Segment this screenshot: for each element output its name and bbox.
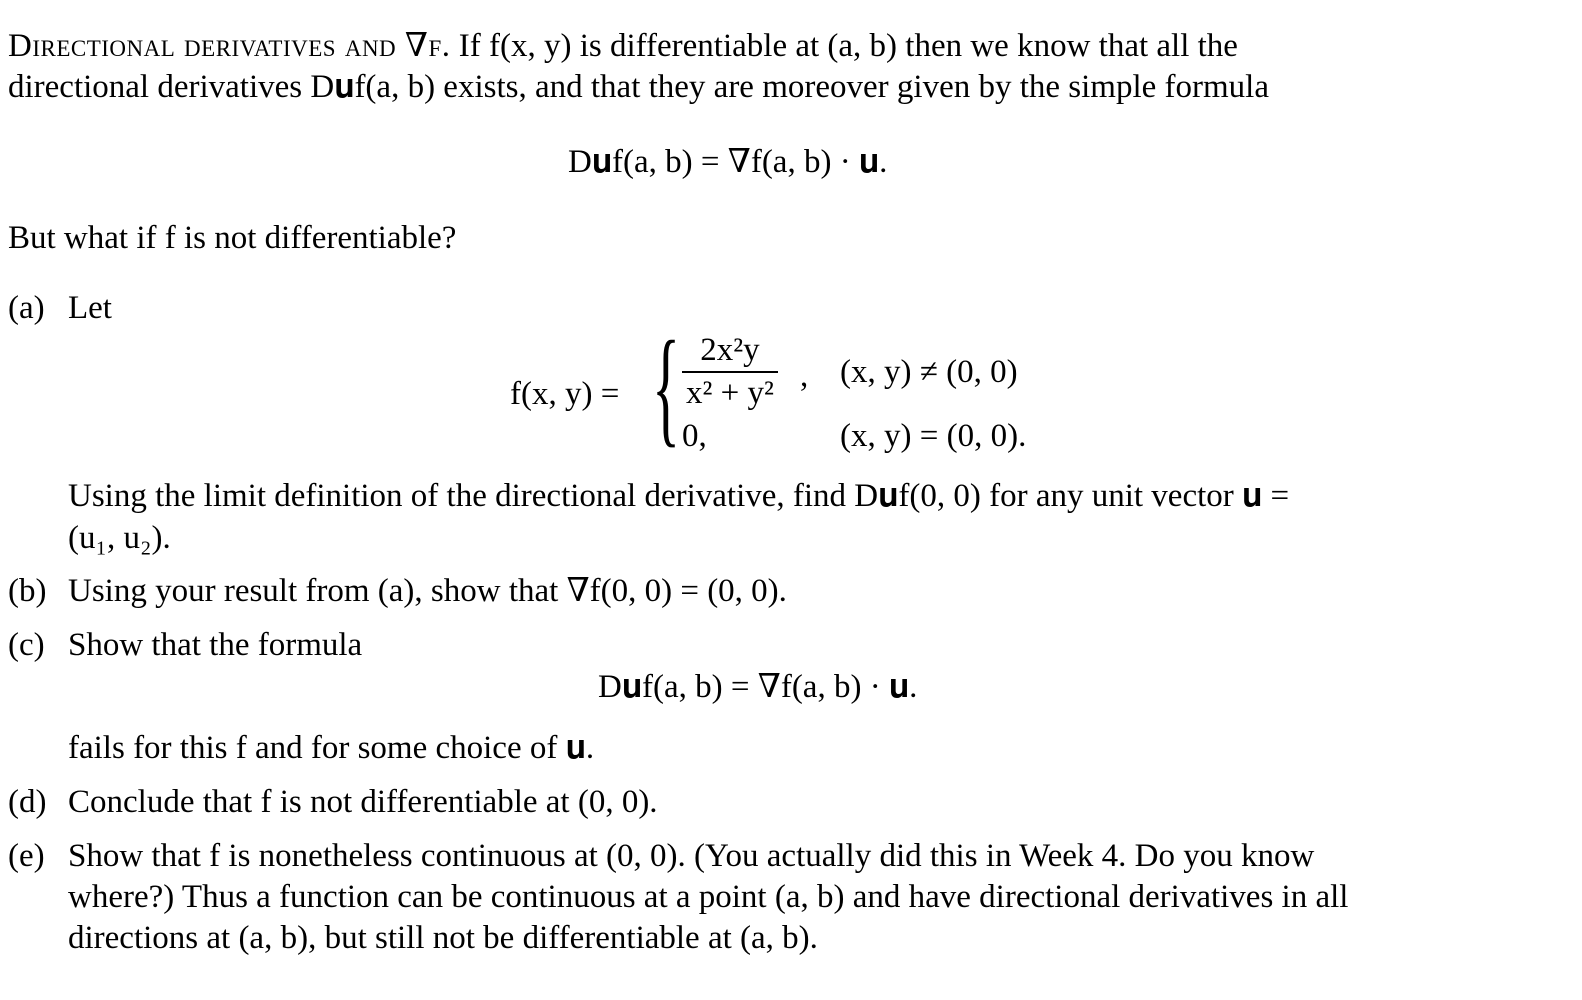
part-e-line-1: Show that f is nonetheless continuous at (0, 0). (You actually did this in Week 4. Do you know	[68, 838, 1315, 874]
part-e-label: (e)	[8, 838, 45, 874]
question-text: But what if f is not differentiable?	[8, 220, 457, 256]
piecewise-case-1-condition: (x, y) ≠ (0, 0)	[840, 354, 1018, 390]
piecewise-brace: {	[652, 315, 681, 459]
piecewise-lhs: f(x, y) =	[510, 376, 620, 412]
part-a-line-2: (u₁, u₂).	[68, 520, 171, 556]
part-b-label: (b)	[8, 573, 47, 609]
display-formula: D𝐮f(a, b) = ∇f(a, b) · 𝐮.	[568, 144, 888, 180]
part-c-label: (c)	[8, 627, 45, 663]
part-c-formula: D𝐮f(a, b) = ∇f(a, b) · 𝐮.	[598, 669, 918, 705]
section-heading: Directional derivatives and ∇f.	[8, 28, 451, 64]
part-a-line-1: Using the limit definition of the directional derivative, find D𝐮f(0, 0) for any unit vector 𝐮 =	[68, 478, 1290, 514]
piecewise-case-2-condition: (x, y) = (0, 0).	[840, 418, 1027, 454]
part-d-text: Conclude that f is not differentiable at (0, 0).	[68, 784, 658, 820]
part-b-text: Using your result from (a), show that ∇f(0, 0) = (0, 0).	[68, 573, 787, 609]
part-a-label: (a)	[8, 290, 45, 326]
part-c-after: fails for this f and for some choice of 𝐮.	[68, 730, 595, 766]
part-c-text: Show that the formula	[68, 627, 363, 663]
piecewise-case-1-comma: ,	[800, 358, 809, 394]
intro-line-2: directional derivatives D𝐮f(a, b) exists, and that they are moreover given by the simple formula	[8, 69, 1269, 105]
fraction-numerator: 2x²y	[700, 332, 760, 368]
part-e-line-2: where?) Thus a function can be continuous at a point (a, b) and have directional derivatives in all	[68, 879, 1349, 915]
intro-line-1	[8, 26, 1238, 67]
fraction-denominator: x² + y²	[682, 371, 778, 414]
intro-text: If f(x, y) is differentiable at (a, b) then we know that all the	[450, 28, 1238, 64]
piecewise-case-1-fraction	[682, 330, 778, 415]
part-e-line-3: directions at (a, b), but still not be differentiable at (a, b).	[68, 920, 818, 956]
part-a-text: Let	[68, 290, 112, 326]
part-d-label: (d)	[8, 784, 47, 820]
piecewise-case-2-value: 0,	[682, 418, 707, 454]
